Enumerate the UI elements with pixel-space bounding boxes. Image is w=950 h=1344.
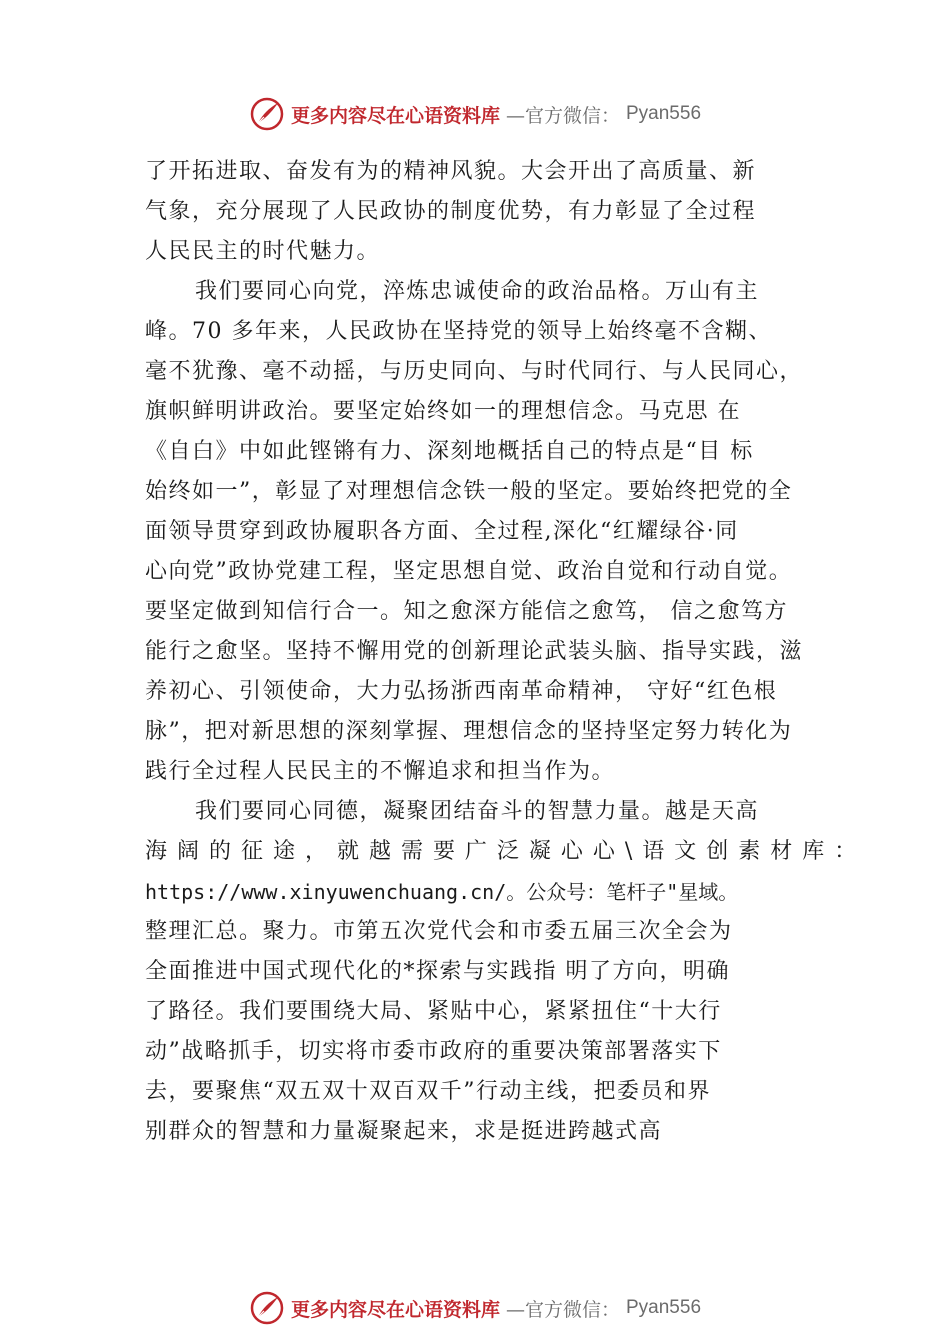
text-line: 人民民主的时代魅力。	[145, 239, 381, 264]
text-line: 面领导贯穿到政协履职各方面、全过程,深化“红耀绿谷·同	[145, 519, 739, 544]
footer-wechat-label: —官方微信：	[505, 1298, 620, 1321]
text-line: 峰。70 多年来，人民政协在坚持党的领导上始终毫不含糊、	[145, 319, 772, 344]
text-line: 旗帜鲜明讲政治。要坚定始终如一的理想信念。马克思 在	[145, 399, 741, 424]
text-line: 养初心、引领使命，大力弘扬浙西南革命精神， 守好“红色根	[145, 679, 778, 704]
header-brand-text: 更多内容尽在心语资料库	[290, 104, 500, 127]
paragraph-start-line: 我们要同心同德，凝聚团结奋斗的智慧力量。越是天高	[195, 799, 760, 824]
text-line: 要坚定做到知信行合一。知之愈深方能信之愈笃， 信之愈笃方	[145, 599, 788, 624]
url-line: https://www.xinyuwenchuang.cn/。公众号：笔杆子"星域。	[145, 880, 739, 904]
text-line: 了开拓进取、奋发有为的精神风貌。大会开出了高质量、新	[145, 159, 757, 184]
header-wechat-id: Pyan556	[626, 103, 702, 124]
text-line: 气象，充分展现了人民政协的制度优势，有力彰显了全过程	[145, 199, 757, 224]
text-line: 践行全过程人民民主的不懈追求和担当作为。	[145, 759, 616, 784]
text-line: 整理汇总。聚力。市第五次党代会和市委五届三次全会为	[145, 919, 733, 944]
header-wechat-label: —官方微信：	[505, 104, 620, 127]
text-line: 脉”，把对新思想的深刻掌握、理想信念的坚持坚定努力转化为	[145, 719, 793, 744]
text-line: 心向党”政协党建工程，坚定思想自觉、政治自觉和行动自觉。	[145, 559, 793, 584]
text-line: 毫不犹豫、毫不动摇，与历史同向、与时代同行、与人民同心，	[145, 359, 804, 384]
paragraph-start-line: 我们要同心向党，淬炼忠诚使命的政治品格。万山有主	[195, 279, 760, 304]
text-line: 始终如一”，彰显了对理想信念铁一般的坚定。要始终把党的全	[145, 479, 793, 504]
text-line: 别群众的智慧和力量凝聚起来，求是挺进跨越式高	[145, 1119, 663, 1144]
footer-brand-text: 更多内容尽在心语资料库	[290, 1298, 500, 1321]
footer-wechat-id: Pyan556	[626, 1297, 702, 1318]
footer-banner	[0, 1288, 950, 1328]
text-line: 《自白》中如此铿锵有力、深刻地概括自己的特点是“目 标	[145, 439, 754, 464]
text-line: 全面推进中国式现代化的*探索与实践指 明了方向，明确	[145, 959, 730, 984]
document-body	[145, 152, 858, 1152]
text-line: 动”战略抓手，切实将市委市政府的重要决策部署落实下	[145, 1039, 722, 1064]
text-line: 去，要聚焦“双五双十双百双千”行动主线，把委员和界	[145, 1079, 711, 1104]
text-line: 海 阔 的 征 途 ， 就 越 需 要 广 泛 凝 心 心 \ 语 文 创 素 材 库 ：	[145, 839, 858, 864]
text-line: 了路径。我们要围绕大局、紧贴中心，紧紧扭住“十大行	[145, 999, 722, 1024]
quill-logo-icon	[249, 96, 285, 132]
header-banner	[0, 94, 950, 134]
quill-logo-icon	[249, 1290, 285, 1326]
text-line: 能行之愈坚。坚持不懈用党的创新理论武装头脑、指导实践，滋	[145, 639, 804, 664]
